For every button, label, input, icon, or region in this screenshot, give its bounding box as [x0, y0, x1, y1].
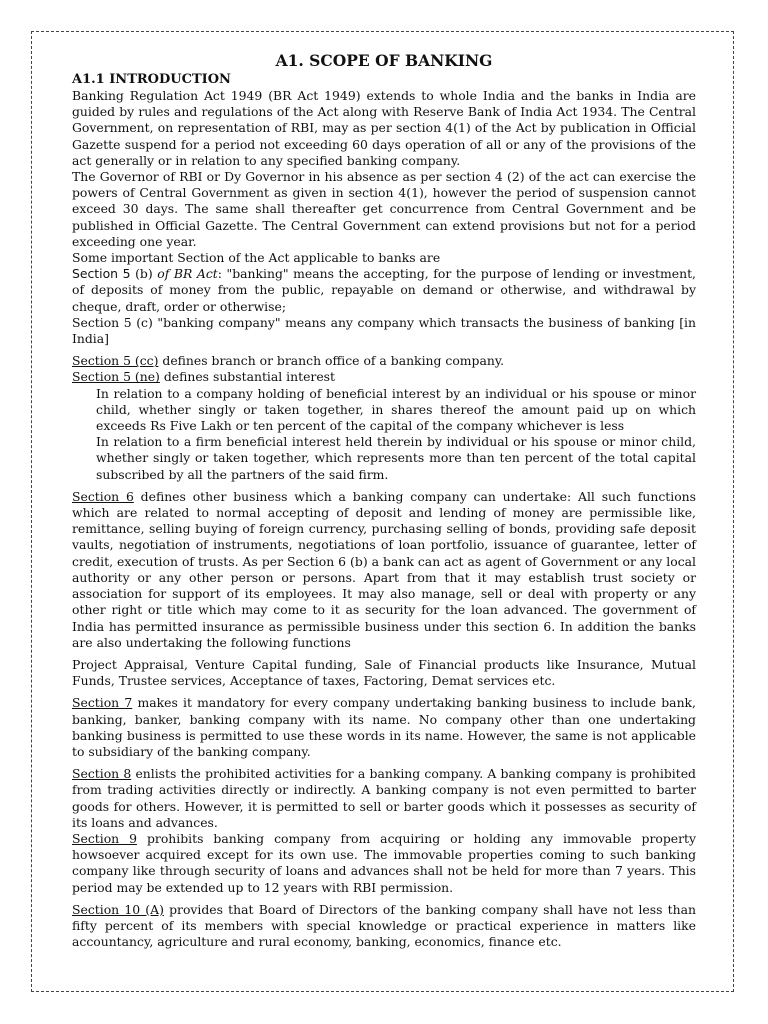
- section-6-functions: Project Appraisal, Venture Capital funding, Sale of Financial products like Insurance, Mutual Funds, Trustee services, Acceptance of taxes, Factoring, Demat services etc.: [72, 656, 696, 689]
- page-title: A1. SCOPE OF BANKING: [275, 51, 493, 70]
- section-5b-act: of BR Act: [157, 266, 218, 282]
- section-6-paragraph: [72, 489, 696, 651]
- section-5b-label: Section 5: [72, 266, 131, 282]
- intro-paragraph-2: The Governor of RBI or Dy Governor in his absence as per section 4 (2) of the act can exercise the powers of Central Government as given in section 4(1), however the period of suspension cannot exceed 30 days. The same shall thereafter get concurrence from Central Government and be published in Official Gazette. The Central Government can extend provisions but not for a period exceeding one year.: [72, 169, 696, 249]
- section-heading: A1.1 INTRODUCTION: [72, 72, 231, 87]
- section-5b-mid: (b): [130, 266, 158, 282]
- section-8-label: Section 8: [72, 766, 132, 782]
- section-5cc-label: Section 5 (cc): [72, 353, 159, 369]
- section-10a-label: Section 10 (A): [72, 901, 164, 917]
- section-5ne-label: Section 5 (ne): [72, 369, 160, 385]
- section-6-label: Section 6: [72, 488, 134, 504]
- section-7-label: Section 7: [72, 695, 133, 711]
- intro-paragraph-3: Some important Section of the Act applicable to banks are: [72, 250, 441, 266]
- section-5c-paragraph: Section 5 (c) "banking company" means any company which transacts the business of banking [in India]: [72, 314, 696, 347]
- section-5cc-paragraph: [72, 353, 696, 369]
- intro-paragraph-1: Banking Regulation Act 1949 (BR Act 1949) extends to whole India and the banks in India are guided by rules and regulations of the Act along with Reserve Bank of India Act 1934. The Central Government, on representation of RBI, may as per section 4(1) of the Act by publication in Official Gazette suspend for a period not exceeding 60 days operation of all or any of the provisions of the act generally or in relation to any specified banking company.: [72, 88, 696, 168]
- document-page: [72, 50, 696, 950]
- section-5ne-item-2: In relation to a firm beneficial interest held therein by individual or his spouse or minor child, whether singly or taken together, which represents more than ten percent of the total capital subscribed by all the partners of the said firm.: [96, 434, 696, 482]
- section-6-text: defines other business which a banking company can undertake: All such functions which are related to normal accepting of deposit and lending of money are permissible like, remittance, selling buying of foreign currency, purchasing selling of bonds, providing safe deposit vaults, negotiation of instruments, negotiations of loan portfolio, issuance of guarantee, letter of credit, execution of trusts. As per Section 6 (b) a bank can act as agent of Government or any local authority or any other person or persons. Apart from that it may establish trust society or association for support of its employees. It may also manage, sell or deal with property or any other right or title which may come to it as security for the loan advanced. The government of India has permitted insurance as permissible business under this section 6. In addition the banks are also undertaking the following functions: [72, 488, 696, 650]
- section-7-text: makes it mandatory for every company undertaking banking business to include bank, banking, banker, banking company with its name. No company other than one undertaking banking business is permitted to use these words in its name. However, the same is not applicable to subsidiary of the banking company.: [72, 695, 696, 759]
- section-5cc-text: defines branch or branch office of a banking company.: [158, 353, 505, 369]
- section-10a-paragraph: [72, 902, 696, 951]
- section-7-paragraph: [72, 695, 696, 760]
- section-9-label: Section 9: [72, 830, 137, 846]
- section-9-paragraph: [72, 831, 696, 896]
- section-5b-paragraph: [72, 266, 696, 315]
- section-5ne-item-1: In relation to a company holding of beneficial interest by an individual or his spouse or minor child, whether singly or taken together, in shares thereof the amount paid up on which exceeds Rs Five Lakh or ten percent of the capital of the company whichever is less: [96, 385, 696, 434]
- section-5ne-paragraph: [72, 369, 696, 385]
- section-8-text: enlists the prohibited activities for a banking company. A banking company is prohibited from trading activities directly or indirectly. A banking company is not even permitted to barter goods for others. However, it is permitted to sell or barter goods which it possesses as security of its loans and advances.: [72, 766, 696, 830]
- section-5b-text: : "banking" means the accepting, for the purpose of lending or investment, of deposits of money from the public, repayable on demand or otherwise, and withdrawal by cheque, draft, order or otherwise;: [72, 266, 696, 314]
- section-9-text: prohibits banking company from acquiring or holding any immovable property howsoever acquired except for its own use. The immovable properties coming to such banking company like through security of loans and advances shall not be held for more than 7 years. This period may be extended up to 12 years with RBI permission.: [72, 830, 696, 895]
- section-10a-text: provides that Board of Directors of the banking company shall have not less than fifty percent of its members with special knowledge or practical experience in matters like accountancy, agriculture and rural economy, banking, economics, finance etc.: [72, 901, 696, 950]
- section-5ne-text: defines substantial interest: [159, 369, 336, 385]
- section-8-paragraph: [72, 766, 696, 831]
